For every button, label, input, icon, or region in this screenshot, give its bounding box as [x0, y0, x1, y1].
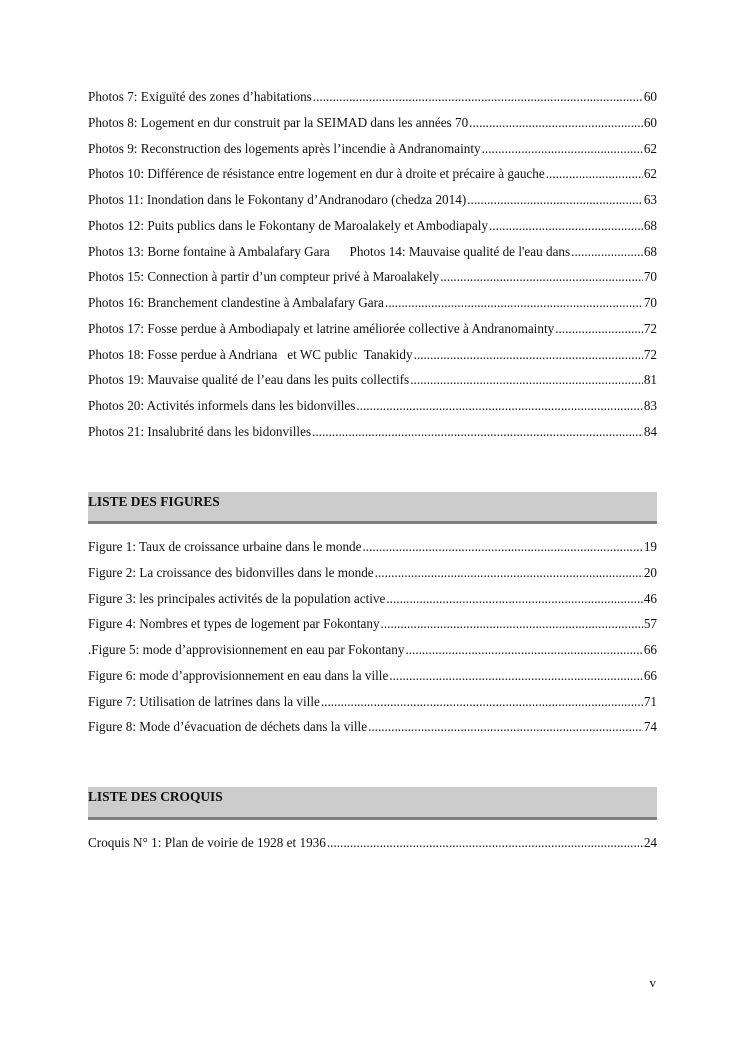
entry-page: 81	[643, 372, 657, 388]
leader-dots	[571, 239, 643, 265]
leader-dots	[467, 187, 643, 213]
entry-title: Figure 8: Mode d’évacuation de déchets dans la ville	[88, 719, 368, 735]
leader-dots	[381, 611, 643, 637]
entry-title: Figure 2: La croissance des bidonvilles dans le monde	[88, 564, 374, 580]
toc-entry[interactable]	[88, 161, 657, 187]
entry-page: 63	[643, 192, 657, 207]
entry-page: 70	[643, 269, 657, 285]
entry-title: Photos 7: Exiguïté des zones d’habitations	[88, 89, 312, 104]
toc-entry[interactable]	[88, 637, 657, 663]
entry-page: 62	[643, 166, 657, 182]
entry-page: 72	[643, 320, 657, 336]
leader-dots	[386, 586, 642, 612]
entry-title: Photos 21: Insalubrité dans les bidonvilles	[88, 423, 312, 439]
entry-title: Figure 6: mode d’approvisionnement en eau dans la ville	[88, 667, 389, 683]
leader-dots	[363, 534, 643, 560]
toc-entry[interactable]	[88, 689, 657, 715]
entry-title: Photos 19: Mauvaise qualité de l’eau dans les puits collectifs	[88, 372, 410, 388]
leader-dots	[375, 560, 643, 586]
leader-dots	[368, 714, 643, 740]
entry-title: Figure 3: les principales activités de la population active	[88, 590, 386, 606]
figures-list	[88, 534, 657, 740]
toc-entry[interactable]	[88, 239, 657, 265]
entry-page: 72	[643, 346, 657, 362]
toc-entry[interactable]	[88, 342, 657, 368]
entry-title: .Figure 5: mode d’approvisionnement en eau par Fokontany	[88, 642, 405, 657]
toc-entry[interactable]	[88, 110, 657, 136]
leader-dots	[482, 136, 643, 162]
page-number: v	[649, 975, 656, 990]
entry-page: 66	[643, 667, 657, 683]
entry-page: 46	[643, 590, 657, 606]
entry-page: 83	[643, 398, 657, 413]
entry-title: Photos 11: Inondation dans le Fokontany d’Andranodaro (chedza 2014)	[88, 192, 467, 207]
toc-entry[interactable]	[88, 187, 657, 213]
toc-entry[interactable]	[88, 290, 657, 316]
toc-entry[interactable]	[88, 560, 657, 586]
photos-list	[88, 84, 657, 445]
entry-title: Photos 18: Fosse perdue à Andriana et WC public Tanakidy	[88, 346, 413, 362]
leader-dots	[546, 161, 643, 187]
entry-title: Figure 1: Taux de croissance urbaine dans le monde	[88, 539, 362, 554]
entry-page: 71	[643, 693, 657, 709]
leader-dots	[321, 689, 643, 715]
leader-dots	[327, 830, 643, 856]
entry-title: Photos 20: Activités informels dans les bidonvilles	[88, 398, 356, 413]
leader-dots	[312, 419, 643, 445]
toc-entry[interactable]	[88, 316, 657, 342]
leader-dots	[489, 213, 643, 239]
entry-page: 84	[643, 423, 657, 439]
entry-title: Croquis N° 1: Plan de voirie de 1928 et 1936	[88, 835, 326, 850]
leader-dots	[410, 367, 643, 393]
figures-heading-band	[88, 492, 657, 524]
entry-title: Photos 16: Branchement clandestine à Ambalafary Gara	[88, 295, 384, 310]
toc-entry[interactable]	[88, 663, 657, 689]
toc-entry[interactable]	[88, 419, 657, 445]
leader-dots	[385, 290, 643, 316]
entry-page: 60	[643, 114, 657, 130]
toc-entry[interactable]	[88, 264, 657, 290]
croquis-list	[88, 830, 657, 856]
toc-entry[interactable]	[88, 714, 657, 740]
entry-title: Photos 8: Logement en dur construit par la SEIMAD dans les années 70	[88, 114, 469, 130]
toc-entry[interactable]	[88, 534, 657, 560]
leader-dots	[555, 316, 643, 342]
entry-page: 60	[643, 89, 657, 104]
entry-title: Photos 17: Fosse perdue à Ambodiapaly et latrine améliorée collective à Andranomainty	[88, 320, 555, 336]
entry-page: 62	[643, 140, 657, 156]
entry-page: 20	[643, 564, 657, 580]
leader-dots	[469, 110, 643, 136]
entry-page: 68	[643, 217, 657, 233]
entry-title: Photos 12: Puits publics dans le Fokontany de Maroalakely et Ambodiapaly	[88, 217, 488, 233]
entry-title: Photos 10: Différence de résistance entre logement en dur à droite et précaire à gauche	[88, 166, 545, 182]
section-heading: LISTE DES FIGURES	[88, 494, 220, 509]
entry-page: 66	[643, 642, 657, 657]
entry-page: 70	[643, 295, 657, 310]
entry-title: Photos 13: Borne fontaine à Ambalafary Gara Photos 14: Mauvaise qualité de l'eau dans	[88, 243, 571, 259]
leader-dots	[389, 663, 643, 689]
entry-page: 19	[643, 539, 657, 554]
croquis-heading-band	[88, 787, 657, 820]
leader-dots	[414, 342, 643, 368]
entry-page: 24	[643, 835, 657, 850]
toc-entry[interactable]	[88, 586, 657, 612]
toc-entry[interactable]	[88, 367, 657, 393]
toc-entry[interactable]	[88, 136, 657, 162]
toc-entry[interactable]	[88, 84, 657, 110]
leader-dots	[313, 84, 643, 110]
entry-page: 68	[643, 243, 657, 259]
toc-entry[interactable]	[88, 213, 657, 239]
leader-dots	[440, 264, 643, 290]
leader-dots	[356, 393, 642, 419]
section-heading: LISTE DES CROQUIS	[88, 789, 223, 804]
toc-entry[interactable]	[88, 393, 657, 419]
toc-entry[interactable]	[88, 611, 657, 637]
entry-title: Photos 9: Reconstruction des logements après l’incendie à Andranomainty	[88, 140, 481, 156]
entry-page: 57	[643, 616, 657, 632]
entry-title: Figure 4: Nombres et types de logement par Fokontany	[88, 616, 380, 632]
entry-title: Figure 7: Utilisation de latrines dans la ville	[88, 693, 320, 709]
toc-entry[interactable]	[88, 830, 657, 856]
entry-page: 74	[643, 719, 657, 735]
leader-dots	[405, 637, 642, 663]
entry-title: Photos 15: Connection à partir d’un compteur privé à Maroalakely	[88, 269, 440, 285]
